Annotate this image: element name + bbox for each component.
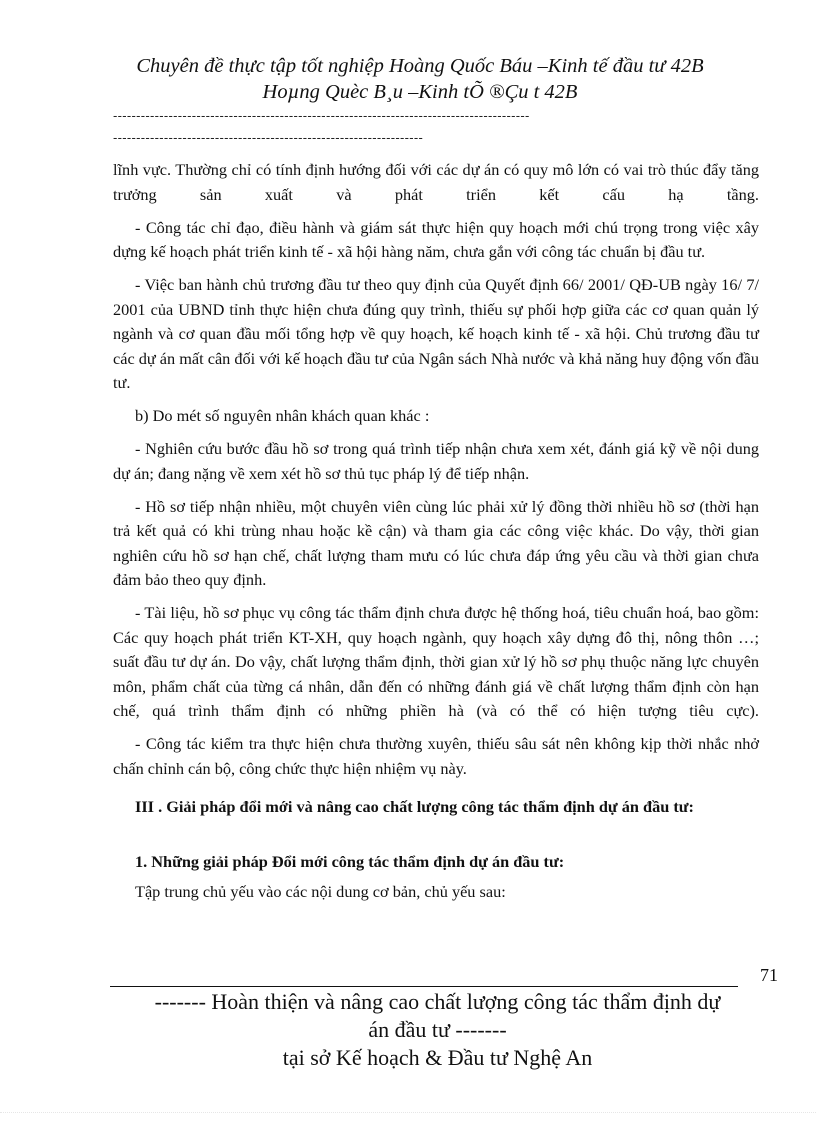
footer-title-line3: tại sở Kế hoạch & Đầu tư Nghệ An bbox=[282, 1045, 593, 1070]
running-header-legacy-encoding: Hoµng Quèc B¸u –Kinh tÕ ®Çu t 42B bbox=[262, 81, 578, 103]
footer-title-line2: án đầu tư ------- bbox=[368, 1017, 507, 1042]
paragraph-investment-policy: - Việc ban hành chủ trương đầu tư theo quy định của Quyết định 66/ 2001/ QĐ-UB ngày 16/ 7/ 2001 của UBND tỉnh thực hiện chưa đúng quy trình, thiếu sự phối hợp giữa các cơ quan quản lý ngành và cơ quan đầu mối tổng hợp về quy hoạch, kế hoạch kinh tế - xã hội. Chủ trương đầu tư các dự án mất cân đối với kế hoạch đầu tư của Ngân sách Nhà nước và khả năng huy động vốn đầu tư. bbox=[113, 275, 759, 392]
paragraph-planning-direction: - Công tác chỉ đạo, điều hành và giám sát thực hiện quy hoạch mới chú trọng trong việc xây dựng kế hoạch phát triển kinh tế - xã hội hàng năm, chưa gắn với công tác chuẩn bị đầu tư. bbox=[113, 217, 759, 261]
subsection-heading-appraisal: 1. Những giải pháp Đổi mới công tác thẩm định dự án đầu tư: bbox=[135, 851, 565, 871]
running-header-unicode: Chuyên đề thực tập tốt nghiệp Hoàng Quốc Báu –Kinh tế đầu tư 42B bbox=[136, 55, 704, 77]
page-bottom-divider bbox=[0, 1112, 816, 1113]
paragraph-continuation: lĩnh vực. Thường chỉ có tính định hướng đối với các dự án có quy mô lớn có vai trò thúc đẩy tăng trưởng sản xuất và phát triển kết cấu hạ tầng. bbox=[113, 160, 759, 204]
footer-title-line1: ------- Hoàn thiện và nâng cao chất lượng công tác thẩm định dự bbox=[154, 989, 721, 1014]
header-dash-rule: ------------------------------------------------------------------------------------------ bbox=[113, 108, 530, 123]
footer-rule bbox=[110, 986, 738, 987]
paragraph-objective-causes: b) Do mét số nguyên nhân khách quan khác : bbox=[135, 406, 430, 425]
paragraph-workload: - Hồ sơ tiếp nhận nhiều, một chuyên viên cùng lúc phải xử lý đồng thời nhiều hồ sơ (thời hạn trả kết quả có khi trùng nhau hoặc kề cận) và tham gia các công việc khác. Do vậy, thời gian nghiên cứu hồ sơ hạn chế, chất lượng tham mưu có lúc chưa đáp ứng yêu cầu và thời gian chưa đảm bảo theo quy định. bbox=[113, 496, 759, 589]
document-body bbox=[113, 158, 759, 913]
paragraph-focus: Tập trung chủ yếu vào các nội dung cơ bản, chủ yếu sau: bbox=[135, 882, 506, 901]
page-number: 71 bbox=[760, 965, 778, 985]
section-heading-solutions: III . Giải pháp đổi mới và nâng cao chất lượng công tác thẩm định dự án đầu tư: bbox=[135, 797, 694, 816]
header-dash-rule-short: ------------------------------------------------------------------- bbox=[113, 130, 424, 145]
paragraph-initial-review: - Nghiên cứu bước đầu hồ sơ trong quá trình tiếp nhận chưa xem xét, đánh giá kỹ về nội dung dự án; đang nặng về xem xét hồ sơ thủ tục pháp lý để tiếp nhận. bbox=[113, 439, 759, 483]
paragraph-documents: - Tài liệu, hồ sơ phục vụ công tác thẩm định chưa được hệ thống hoá, tiêu chuẩn hoá, bao gồm: Các quy hoạch phát triển KT-XH, quy hoạch ngành, quy hoạch xây dựng đô thị, nông thôn …; suất đầu tư dự án. Do vậy, chất lượng thẩm định, thời gian xử lý hồ sơ phụ thuộc năng lực chuyên môn, phẩm chất của từng cá nhân, dẫn đến có những đánh giá về chất lượng thẩm định còn hạn chế, quá trình thẩm định có những phiền hà (và có thể có hiện tượng tiêu cực). bbox=[113, 603, 759, 720]
paragraph-inspection: - Công tác kiểm tra thực hiện chưa thường xuyên, thiếu sâu sát nên không kịp thời nhắc nhở chấn chỉnh cán bộ, công chức thực hiện nhiệm vụ này. bbox=[113, 734, 759, 778]
